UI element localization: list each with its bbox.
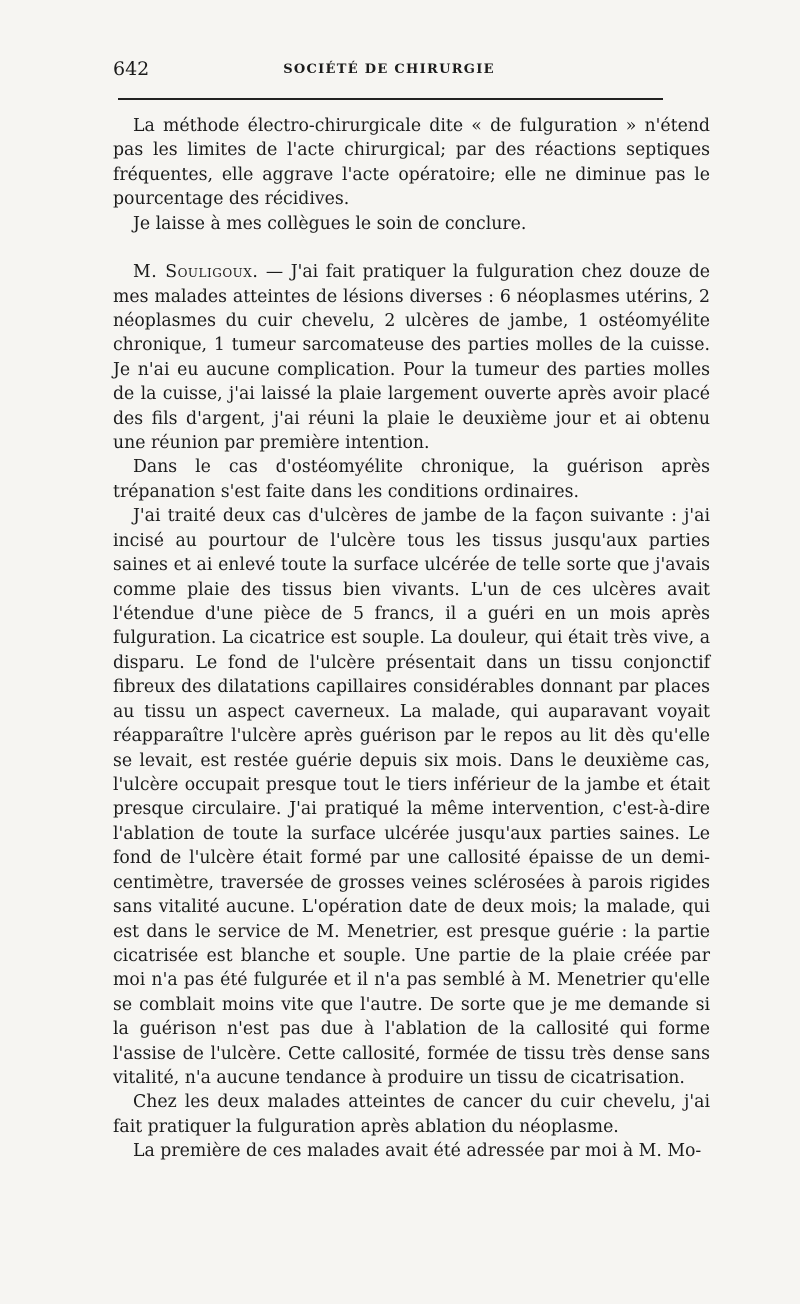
page-number: 642 xyxy=(113,58,150,80)
paragraph: Dans le cas d'ostéomyélite chronique, la guérison après trépanation s'est faite dans les conditions ordinaires. xyxy=(113,457,710,502)
speaker-text: — J'ai fait pratiquer la fulguration chez douze de mes malades atteintes de lésions diverses : 6 néoplasmes utérins, 2 néoplasmes du cuir chevelu, 2 ulcères de jambe, 1 ostéomyélite chronique, 1 tumeur sarcomateuse des parties molles de la cuisse. Je n'ai eu aucune complication. Pour la tumeur des parties molles de la cuisse, j'ai laissé la plaie largement ouverte après avoir placé des fils d'argent, j'ai réuni la plaie le deuxième jour et ai obtenu une réunion par première intention. xyxy=(113,262,710,454)
body-text xyxy=(113,114,710,1164)
speaker-name: M. Souligoux. xyxy=(133,262,259,283)
paragraph: Je laisse à mes collègues le soin de conclure. xyxy=(133,213,527,234)
paragraph: La méthode électro-chirurgicale dite « de fulguration » n'étend pas les limites de l'acte chirurgical; par des réactions septiques fréquentes, elle aggrave l'acte opératoire; elle ne diminue pas le pourcentage des récidives. xyxy=(113,116,710,210)
page-header xyxy=(113,58,665,88)
paragraph: Chez les deux malades atteintes de cancer du cuir chevelu, j'ai fait pratiquer la fulguration après ablation du néoplasme. xyxy=(113,1092,710,1137)
speaker-paragraph xyxy=(113,260,710,455)
paragraph: J'ai traité deux cas d'ulcères de jambe de la façon suivante : j'ai incisé au pourtour de l'ulcère tous les tissus jusqu'aux parties saines et ai enlevé toute la surface ulcérée de telle sorte que j'avais comme plaie des tissus bien vivants. L'un de ces ulcères avait l'étendue d'une pièce de 5 francs, il a guéri en un mois après fulguration. La cicatrice est souple. La douleur, qui était très vive, a disparu. Le fond de l'ulcère présentait dans un tissu conjonctif fibreux des dilatations capillaires considérables donnant par places au tissu un aspect caverneux. La malade, qui auparavant voyait réapparaître l'ulcère après guérison par le repos au lit dès qu'elle se levait, est restée guérie depuis six mois. Dans le deuxième cas, l'ulcère occupait presque tout le tiers inférieur de la jambe et était presque circulaire. J'ai pratiqué la même intervention, c'est-à-dire l'ablation de toute la surface ulcérée jusqu'aux parties saines. Le fond de l'ulcère était formé par une callosité épaisse de un demi-centimètre, traversée de grosses veines sclérosées à parois rigides sans vitalité aucune. L'opération date de deux mois; la malade, qui est dans le service de M. Menetrier, est presque guérie : la partie cicatrisée est blanche et souple. Une partie de la plaie créée par moi n'a pas été fulgurée et il n'a pas semblé à M. Menetrier qu'elle se comblait moins vite que l'autre. De sorte que je me demande si la guérison n'est pas due à l'ablation de la callosité qui forme l'assise de l'ulcère. Cette callosité, formée de tissu très dense sans vitalité, n'a aucune tendance à produire un tissu de cicatrisation. xyxy=(113,506,710,1089)
header-rule xyxy=(118,98,663,100)
running-title: SOCIÉTÉ DE CHIRURGIE xyxy=(283,62,495,77)
paragraph: La première de ces malades avait été adressée par moi à M. Mo- xyxy=(133,1141,702,1162)
